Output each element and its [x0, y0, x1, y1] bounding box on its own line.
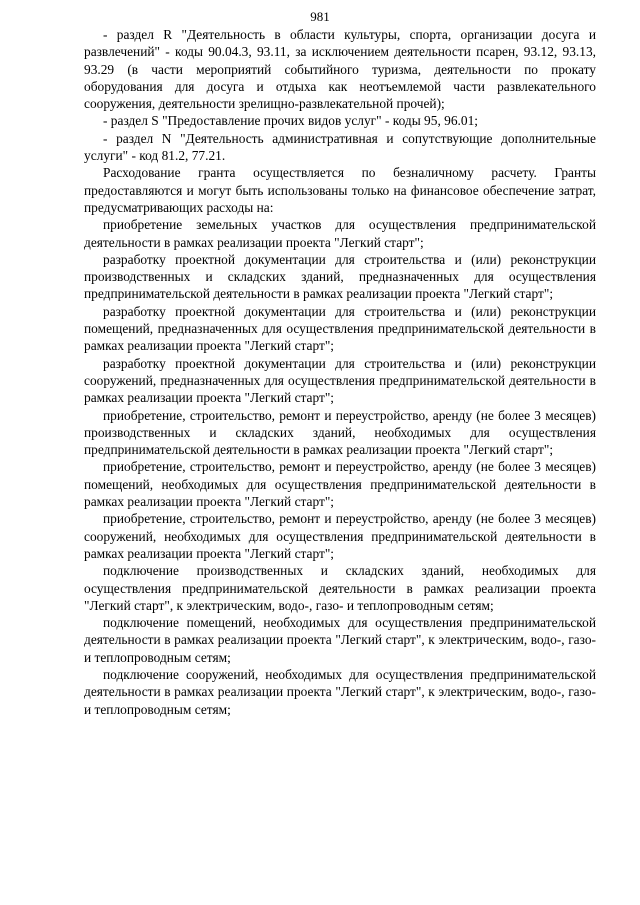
paragraph-section-r: - раздел R "Деятельность в области культуры, спорта, организации досуга и развлечений" - коды 90.04.3, 93.11, за исключением деятельности псарен, 93.12, 93.13, 93.29 (в части мероприятий событийного туризма, деятельности по прокату оборудования для досуга и отдыха как неотъемлемой части развлекательного сооружения, деятельности зрелищно-развлекательной прочей);: [84, 27, 596, 112]
paragraph-section-s: - раздел S "Предоставление прочих видов услуг" - коды 95, 96.01;: [103, 113, 478, 129]
paragraph-expense-item: разработку проектной документации для строительства и (или) реконструкции производственных и складских зданий, предназначенных для осуществления предпринимательской деятельности в рамках реализации проекта "Легкий старт";: [84, 251, 596, 302]
paragraph-expense-item: приобретение, строительство, ремонт и переустройство, аренду (не более 3 месяцев) помещений, необходимых для осуществления предпринимательской деятельности в рамках реализации проекта "Легкий старт";: [84, 459, 596, 510]
paragraph-section-n: - раздел N "Деятельность административная и сопутствующие дополнительные услуги" - код 81.2, 77.21.: [84, 130, 596, 164]
paragraph-expense-item: подключение помещений, необходимых для осуществления предпринимательской деятельности в рамках реализации проекта "Легкий старт", к электрическим, водо-, газо- и теплопроводным сетям;: [84, 615, 596, 665]
paragraph-expense-item: подключение сооружений, необходимых для осуществления предпринимательской деятельности в рамках реализации проекта "Легкий старт", к электрическим, водо-, газо- и теплопроводным сетям;: [84, 666, 596, 717]
page-number: 981: [310, 9, 330, 24]
paragraph-expense-item: разработку проектной документации для строительства и (или) реконструкции сооружений, предназначенных для осуществления предпринимательской деятельности в рамках реализации проекта "Легкий старт";: [84, 355, 596, 406]
paragraph-expense-item: приобретение, строительство, ремонт и переустройство, аренду (не более 3 месяцев) производственных и складских зданий, необходимых для осуществления предпринимательской деятельности в рамках реализации проекта "Легкий старт";: [84, 407, 596, 458]
paragraph-expense-item: разработку проектной документации для строительства и (или) реконструкции помещений, предназначенных для осуществления предпринимательской деятельности в рамках реализации проекта "Легкий старт";: [84, 303, 596, 354]
paragraph-grant-spending: Расходование гранта осуществляется по безналичному расчету. Гранты предоставляются и могут быть использованы только на финансовое обеспечение затрат, предусматривающих расходы на:: [84, 165, 596, 215]
document-body: [84, 26, 596, 718]
paragraph-expense-item: подключение производственных и складских зданий, необходимых для осуществления предпринимательской деятельности в рамках реализации проекта "Легкий старт", к электрическим, водо-, газо- и теплопроводным сетям;: [84, 563, 596, 613]
paragraph-expense-item: приобретение, строительство, ремонт и переустройство, аренду (не более 3 месяцев) сооружений, необходимых для осуществления предпринимательской деятельности в рамках реализации проекта "Легкий старт";: [84, 511, 596, 561]
paragraph-expense-item: приобретение земельных участков для осуществления предпринимательской деятельности в рамках реализации проекта "Легкий старт";: [84, 217, 596, 250]
